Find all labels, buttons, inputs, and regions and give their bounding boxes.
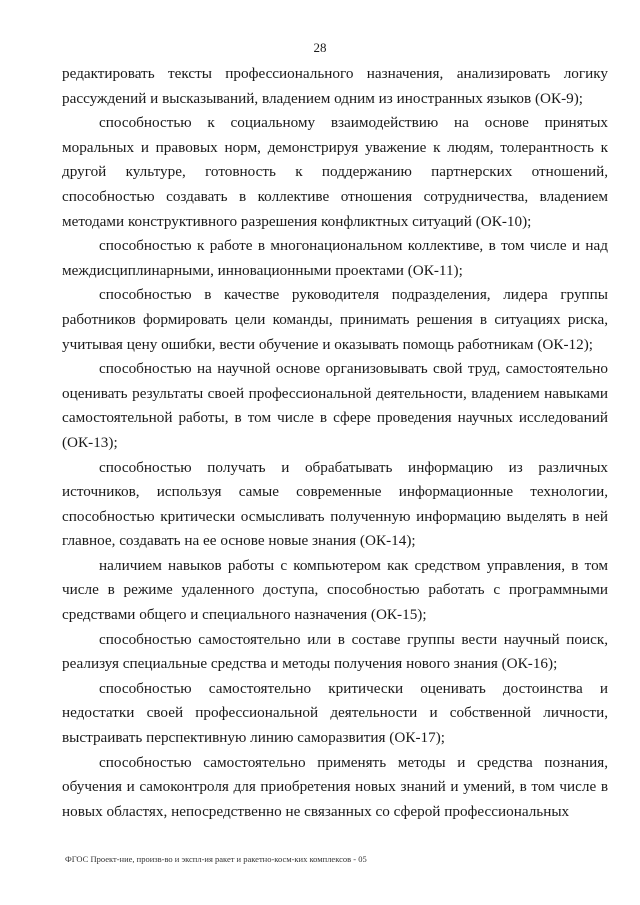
paragraph-ok-9-continuation: редактировать тексты профессионального назначения, анализировать логику рассуждений и высказываний, владением одним из иностранных языков (ОК-9);: [62, 65, 608, 107]
paragraph-ok-12: способностью в качестве руководителя подразделения, лидера группы работников формировать цели команды, принимать решения в ситуациях риска, учитывая цену ошибки, вести обучение и оказывать помощь работникам (ОК-12);: [62, 286, 608, 353]
paragraph-ok-16: способностью самостоятельно или в составе группы вести научный поиск, реализуя специальные средства и методы получения нового знания (ОК-16);: [62, 630, 608, 673]
paragraph-ok-18-start: способностью самостоятельно применять методы и средства познания, обучения и самоконтроля для приобретения новых знаний и умений, в том числе в новых областях, непосредственно не связанных со сферой профессиональных: [62, 753, 608, 820]
document-body: [62, 62, 608, 824]
paragraph-ok-17: способностью самостоятельно критически оценивать достоинства и недостатки своей профессиональной деятельности и собственной личности, выстраивать перспективную линию саморазвития (ОК-17);: [62, 679, 608, 747]
paragraph-ok-11: способностью к работе в многонациональном коллективе, в том числе и над междисциплинарными, инновационными проектами (ОК-11);: [62, 237, 608, 279]
paragraph-ok-13: способностью на научной основе организовывать свой труд, самостоятельно оценивать результаты своей профессиональной деятельности, владением навыками самостоятельной работы, в том числе в сфере проведения научных исследований (ОК-13);: [62, 360, 608, 451]
paragraph-ok-14: способностью получать и обрабатывать информацию из различных источников, используя самые современные информационные технологии, способностью критически осмысливать полученную информацию выделять в ней главное, создавать на ее основе новые знания (ОК-14);: [62, 458, 608, 550]
page-footer: ФГОС Проект-ние, произв-во и экспл-ия ракет и ракетно-косм-ких комплексов - 05: [65, 854, 367, 864]
paragraph-ok-10: способностью к социальному взаимодействию на основе принятых моральных и правовых норм, демонстрируя уважение к людям, толерантность к другой культуре, готовность к поддержанию партнерских отношений, способностью создавать в коллективе отношения сотрудничества, владением методами конструктивного разрешения конфликтных ситуаций (ОК-10);: [62, 114, 608, 230]
page-number: 28: [313, 40, 327, 55]
paragraph-ok-15: наличием навыков работы с компьютером как средством управления, в том числе в режиме удаленного доступа, способностью работать с программными средствами общего и специального назначения (ОК-15);: [62, 556, 608, 624]
